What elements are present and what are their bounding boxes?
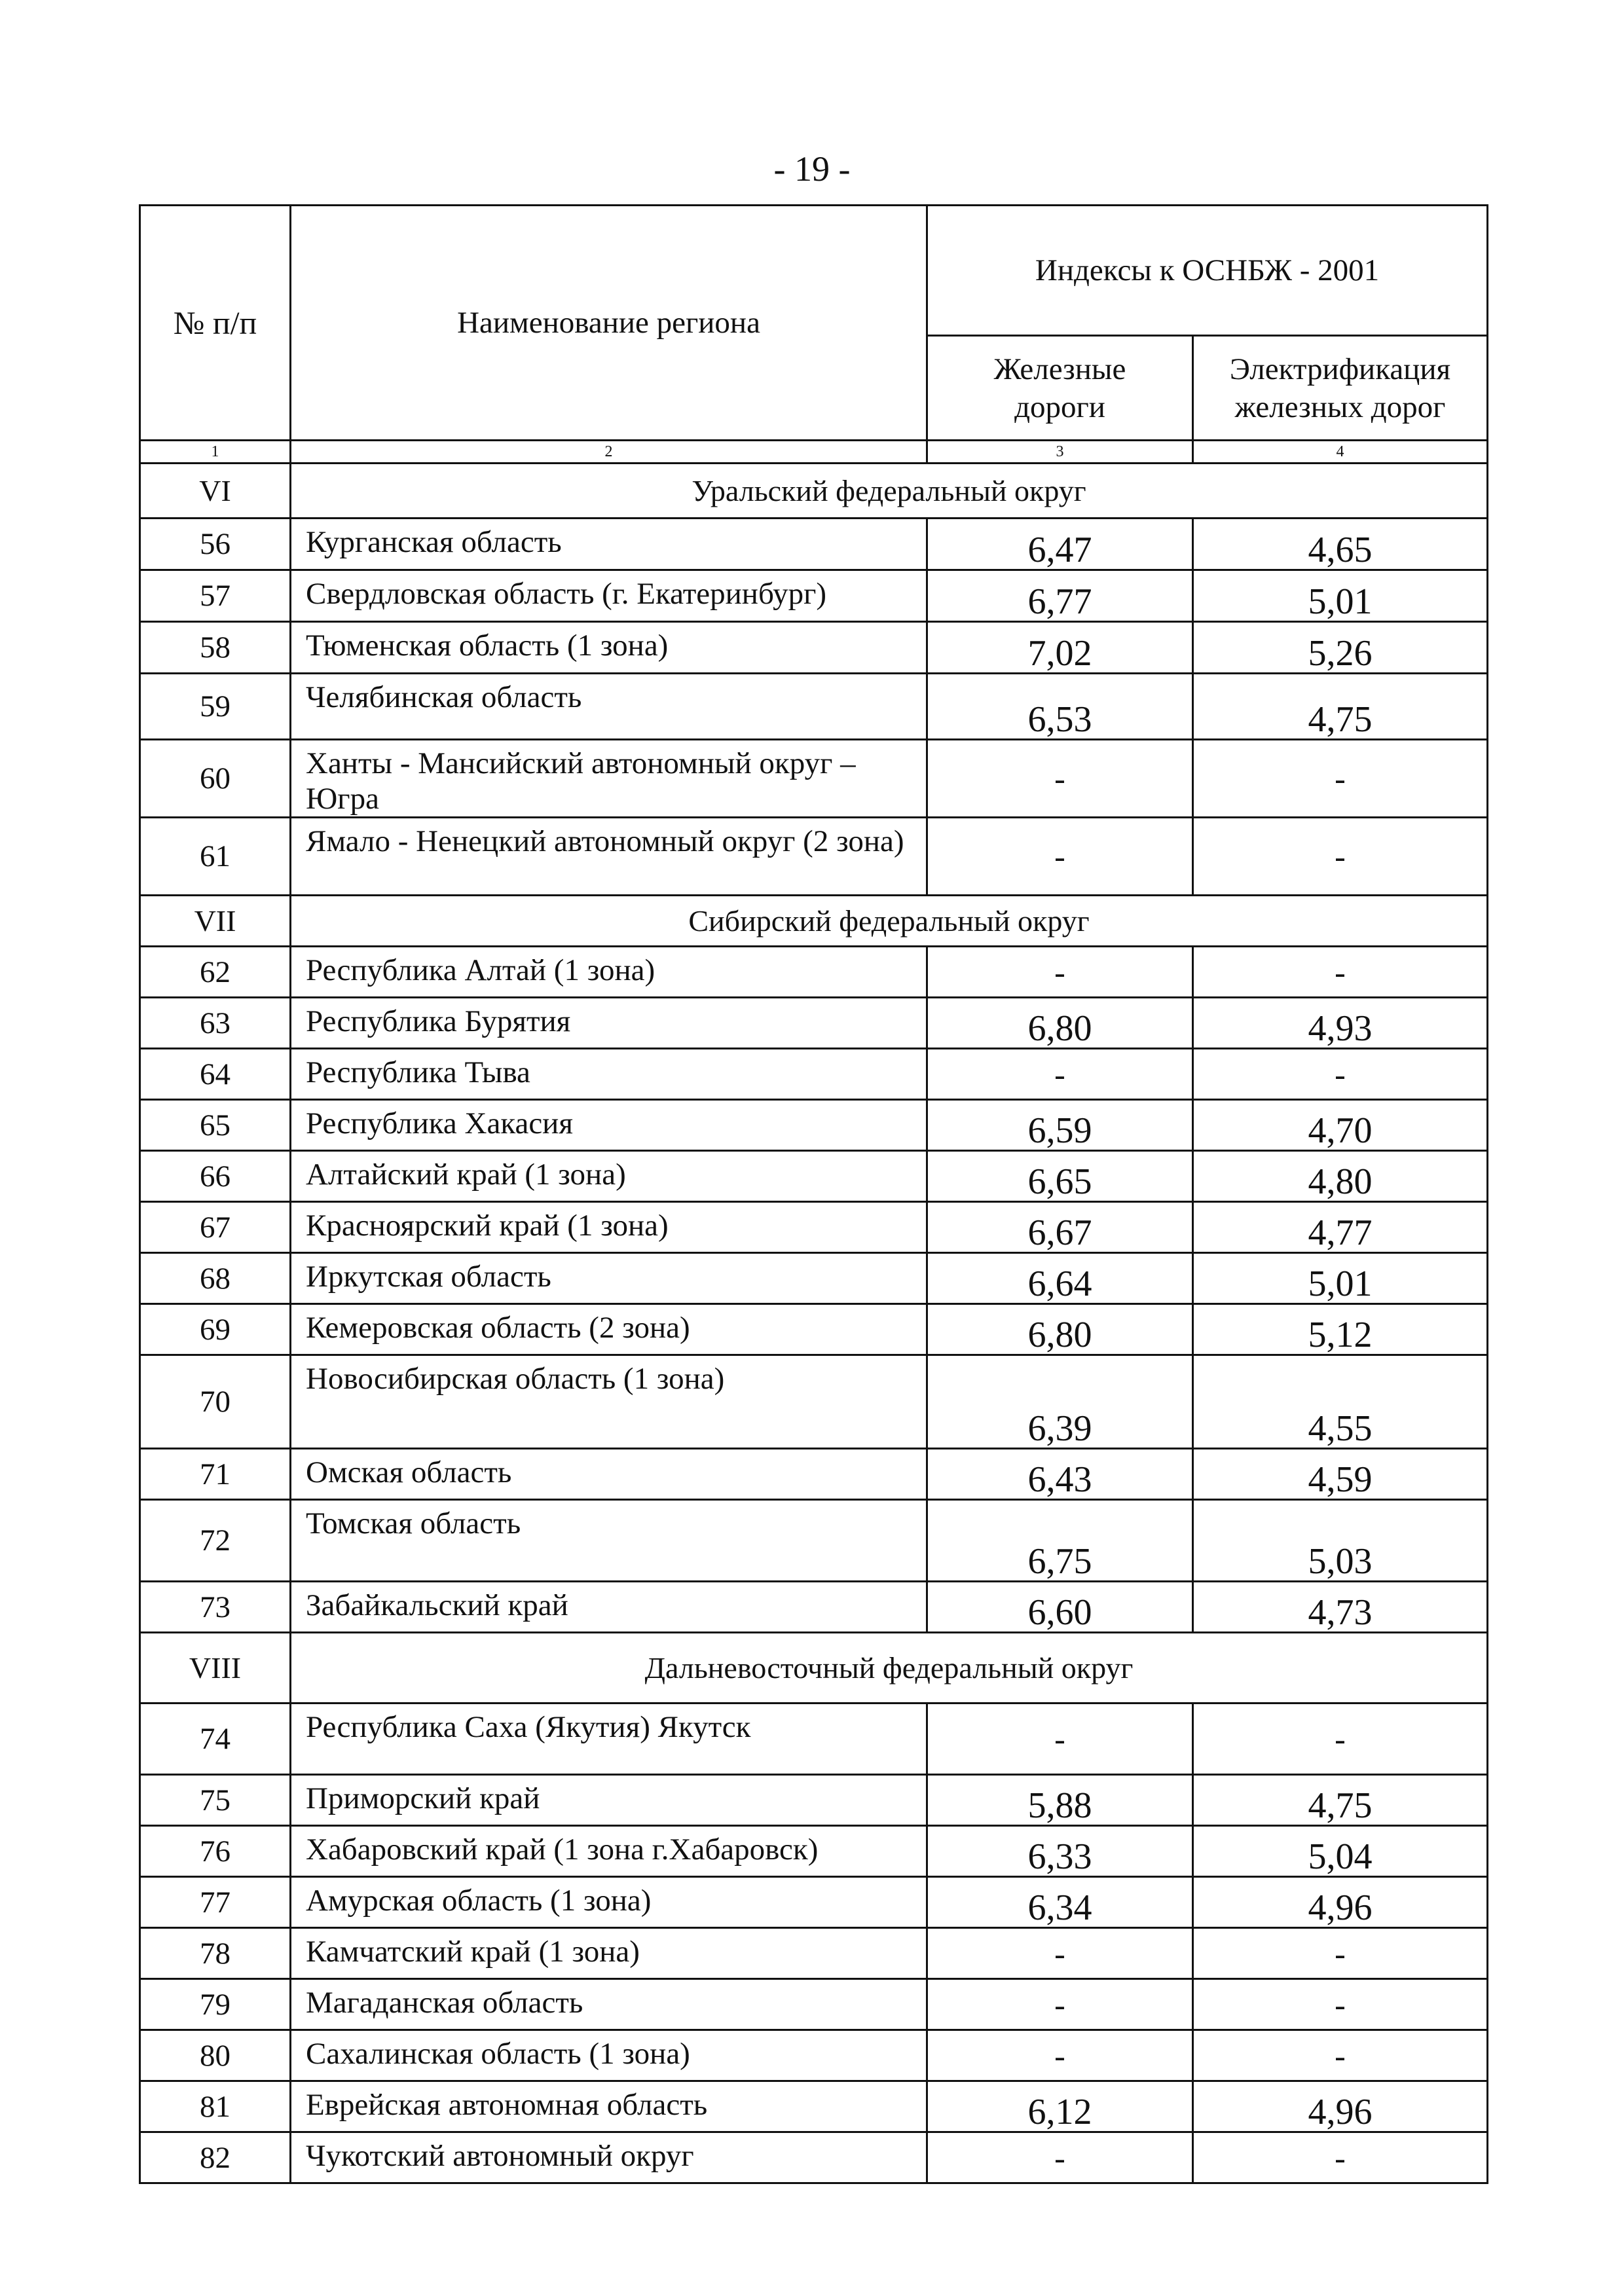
- section-row: [140, 1633, 1488, 1704]
- region-name: Сахалинская область (1 зона): [291, 2030, 927, 2081]
- section-title: Уральский федеральный округ: [291, 464, 1488, 519]
- row-number: 66: [140, 1151, 291, 1202]
- electrification-index: -: [1193, 947, 1488, 998]
- railways-index: 6,60: [927, 1582, 1193, 1633]
- electrification-index: -: [1193, 1049, 1488, 1100]
- row-number: 60: [140, 740, 291, 818]
- railways-index: 7,02: [927, 622, 1193, 674]
- row-number: 58: [140, 622, 291, 674]
- row-number: 68: [140, 1253, 291, 1304]
- region-name: Камчатский край (1 зона): [291, 1928, 927, 1979]
- table-row: [140, 1304, 1488, 1355]
- railways-index: 6,80: [927, 998, 1193, 1049]
- region-name: Иркутская область: [291, 1253, 927, 1304]
- header-indices-group: Индексы к ОСНБЖ - 2001: [927, 206, 1488, 336]
- table-row: [140, 1979, 1488, 2030]
- table-row: [140, 1928, 1488, 1979]
- railways-index: 6,39: [927, 1355, 1193, 1449]
- electrification-index: 4,96: [1193, 2081, 1488, 2132]
- table-row: [140, 1704, 1488, 1775]
- table-row: [140, 570, 1488, 622]
- row-number: 77: [140, 1877, 291, 1928]
- region-name: Новосибирская область (1 зона): [291, 1355, 927, 1449]
- row-number: 71: [140, 1449, 291, 1500]
- regions-table: [139, 204, 1488, 2184]
- table-row: [140, 1355, 1488, 1449]
- region-name: Чукотский автономный округ: [291, 2132, 927, 2183]
- electrification-index: 4,93: [1193, 998, 1488, 1049]
- railways-index: -: [927, 947, 1193, 998]
- row-number: 75: [140, 1775, 291, 1826]
- table-row: [140, 2081, 1488, 2132]
- header-num: № п/п: [140, 206, 291, 441]
- row-number: 65: [140, 1100, 291, 1151]
- table-row: [140, 1049, 1488, 1100]
- column-numbers-row: [140, 441, 1488, 464]
- railways-index: 6,53: [927, 674, 1193, 740]
- railways-index: -: [927, 1049, 1193, 1100]
- header-railways-line1: Железные: [993, 352, 1126, 386]
- railways-index: 6,47: [927, 519, 1193, 570]
- table-row: [140, 2132, 1488, 2183]
- electrification-index: -: [1193, 740, 1488, 818]
- row-number: 67: [140, 1202, 291, 1253]
- electrification-index: -: [1193, 2132, 1488, 2183]
- row-number: 80: [140, 2030, 291, 2081]
- page-number: - 19 -: [773, 149, 851, 189]
- railways-index: 6,64: [927, 1253, 1193, 1304]
- header-electrification-line1: Электрификация: [1229, 352, 1451, 386]
- region-name: Республика Алтай (1 зона): [291, 947, 927, 998]
- region-name: Республика Бурятия: [291, 998, 927, 1049]
- railways-index: 6,34: [927, 1877, 1193, 1928]
- railways-index: -: [927, 2030, 1193, 2081]
- row-number: 56: [140, 519, 291, 570]
- electrification-index: 5,26: [1193, 622, 1488, 674]
- electrification-index: 5,01: [1193, 1253, 1488, 1304]
- section-roman-numeral: VII: [140, 896, 291, 947]
- table-row: [140, 674, 1488, 740]
- electrification-index: 4,77: [1193, 1202, 1488, 1253]
- header-electrification-line2: железных дорог: [1234, 390, 1446, 424]
- section-roman-numeral: VIII: [140, 1633, 291, 1704]
- table-body: [140, 464, 1488, 2183]
- row-number: 81: [140, 2081, 291, 2132]
- electrification-index: 5,03: [1193, 1500, 1488, 1582]
- section-title: Сибирский федеральный округ: [291, 896, 1488, 947]
- row-number: 72: [140, 1500, 291, 1582]
- region-name: Ханты - Мансийский автономный округ – Югра: [291, 740, 927, 818]
- electrification-index: 4,75: [1193, 674, 1488, 740]
- railways-index: -: [927, 2132, 1193, 2183]
- row-number: 79: [140, 1979, 291, 2030]
- column-number: 4: [1193, 441, 1488, 464]
- row-number: 61: [140, 818, 291, 896]
- region-name: Красноярский край (1 зона): [291, 1202, 927, 1253]
- electrification-index: 4,73: [1193, 1582, 1488, 1633]
- region-name: Кемеровская область (2 зона): [291, 1304, 927, 1355]
- table-row: [140, 2030, 1488, 2081]
- column-number: 3: [927, 441, 1193, 464]
- electrification-index: -: [1193, 2030, 1488, 2081]
- region-name: Амурская область (1 зона): [291, 1877, 927, 1928]
- railways-index: 6,77: [927, 570, 1193, 622]
- electrification-index: -: [1193, 1979, 1488, 2030]
- column-number: 2: [291, 441, 927, 464]
- electrification-index: 4,70: [1193, 1100, 1488, 1151]
- section-title: Дальневосточный федеральный округ: [291, 1633, 1488, 1704]
- table-row: [140, 1100, 1488, 1151]
- table-row: [140, 1500, 1488, 1582]
- region-name: Алтайский край (1 зона): [291, 1151, 927, 1202]
- region-name: Курганская область: [291, 519, 927, 570]
- header-row-1: [140, 206, 1488, 336]
- row-number: 70: [140, 1355, 291, 1449]
- railways-index: -: [927, 740, 1193, 818]
- row-number: 74: [140, 1704, 291, 1775]
- column-number: 1: [140, 441, 291, 464]
- region-name: Республика Саха (Якутия) Якутск: [291, 1704, 927, 1775]
- row-number: 63: [140, 998, 291, 1049]
- table-row: [140, 519, 1488, 570]
- region-name: Магаданская область: [291, 1979, 927, 2030]
- table-row: [140, 1449, 1488, 1500]
- row-number: 69: [140, 1304, 291, 1355]
- electrification-index: -: [1193, 818, 1488, 896]
- table-row: [140, 740, 1488, 818]
- electrification-index: -: [1193, 1928, 1488, 1979]
- region-name: Свердловская область (г. Екатеринбург): [291, 570, 927, 622]
- railways-index: -: [927, 1979, 1193, 2030]
- row-number: 82: [140, 2132, 291, 2183]
- railways-index: 6,59: [927, 1100, 1193, 1151]
- row-number: 59: [140, 674, 291, 740]
- electrification-index: 4,80: [1193, 1151, 1488, 1202]
- railways-index: -: [927, 1704, 1193, 1775]
- region-name: Хабаровский край (1 зона г.Хабаровск): [291, 1826, 927, 1877]
- row-number: 73: [140, 1582, 291, 1633]
- railways-index: 6,43: [927, 1449, 1193, 1500]
- region-name: Омская область: [291, 1449, 927, 1500]
- railways-index: 6,65: [927, 1151, 1193, 1202]
- railways-index: 5,88: [927, 1775, 1193, 1826]
- section-row: [140, 464, 1488, 519]
- header-region-name: Наименование региона: [291, 206, 927, 441]
- row-number: 76: [140, 1826, 291, 1877]
- region-name: Республика Тыва: [291, 1049, 927, 1100]
- electrification-index: 5,12: [1193, 1304, 1488, 1355]
- electrification-index: 4,96: [1193, 1877, 1488, 1928]
- region-name: Челябинская область: [291, 674, 927, 740]
- electrification-index: 4,55: [1193, 1355, 1488, 1449]
- header-electrification: [1193, 336, 1488, 441]
- railways-index: 6,80: [927, 1304, 1193, 1355]
- section-row: [140, 896, 1488, 947]
- region-name: Республика Хакасия: [291, 1100, 927, 1151]
- region-name: Еврейская автономная область: [291, 2081, 927, 2132]
- electrification-index: 4,75: [1193, 1775, 1488, 1826]
- header-railways-line2: дороги: [1014, 390, 1105, 424]
- row-number: 62: [140, 947, 291, 998]
- railways-index: -: [927, 1928, 1193, 1979]
- electrification-index: 5,01: [1193, 570, 1488, 622]
- section-roman-numeral: VI: [140, 464, 291, 519]
- region-name: Томская область: [291, 1500, 927, 1582]
- table-row: [140, 818, 1488, 896]
- electrification-index: 4,59: [1193, 1449, 1488, 1500]
- table-row: [140, 622, 1488, 674]
- table-row: [140, 1826, 1488, 1877]
- table-row: [140, 1775, 1488, 1826]
- row-number: 64: [140, 1049, 291, 1100]
- railways-index: -: [927, 818, 1193, 896]
- electrification-index: 4,65: [1193, 519, 1488, 570]
- header-railways: [927, 336, 1193, 441]
- railways-index: 6,33: [927, 1826, 1193, 1877]
- row-number: 57: [140, 570, 291, 622]
- table-row: [140, 1151, 1488, 1202]
- table-row: [140, 1582, 1488, 1633]
- table-row: [140, 1877, 1488, 1928]
- table-row: [140, 1253, 1488, 1304]
- railways-index: 6,67: [927, 1202, 1193, 1253]
- table-row: [140, 947, 1488, 998]
- region-name: Приморский край: [291, 1775, 927, 1826]
- region-name: Забайкальский край: [291, 1582, 927, 1633]
- electrification-index: 5,04: [1193, 1826, 1488, 1877]
- region-name: Тюменская область (1 зона): [291, 622, 927, 674]
- railways-index: 6,75: [927, 1500, 1193, 1582]
- table-row: [140, 998, 1488, 1049]
- railways-index: 6,12: [927, 2081, 1193, 2132]
- table-row: [140, 1202, 1488, 1253]
- region-name: Ямало - Ненецкий автономный округ (2 зона): [291, 818, 927, 896]
- electrification-index: -: [1193, 1704, 1488, 1775]
- row-number: 78: [140, 1928, 291, 1979]
